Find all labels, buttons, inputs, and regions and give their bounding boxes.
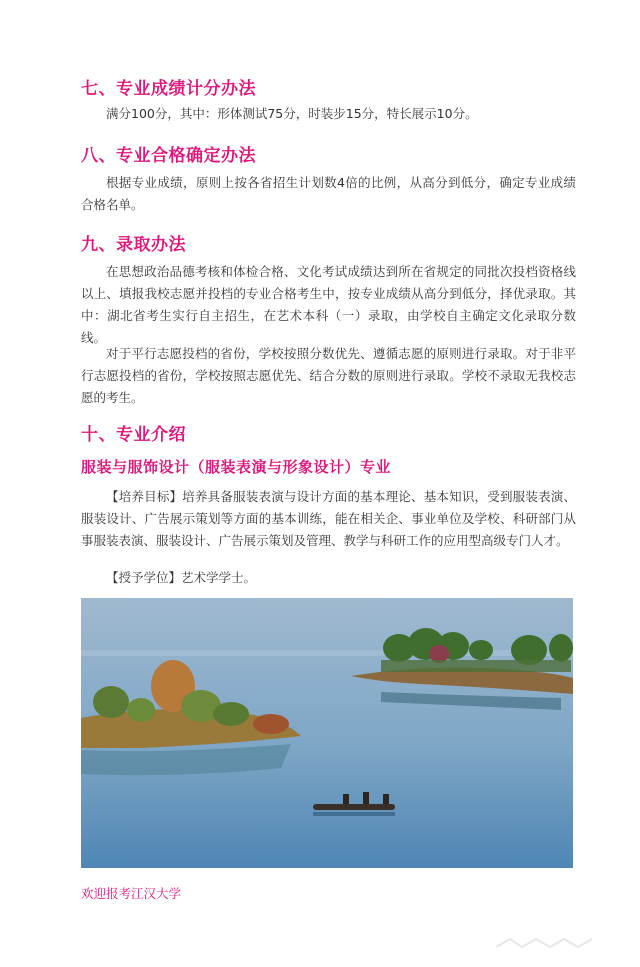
major-title: 服装与服饰设计（服装表演与形象设计）专业 [81, 458, 392, 476]
watermark-mark [492, 933, 602, 953]
section-title-8: 八、专业合格确定办法 [81, 146, 256, 166]
footer-slogan: 欢迎报考江汉大学 [81, 886, 182, 901]
section-body-8: 根据专业成绩，原则上按各省招生计划数4倍的比例，从高分到低分，确定专业成绩合格名单。 [81, 175, 576, 212]
section-title-10: 十、专业介绍 [81, 425, 186, 445]
degree-info: 【授予学位】艺术学学士。 [106, 570, 257, 585]
section-title-7: 七、专业成绩计分办法 [81, 79, 256, 99]
lake-photo [81, 598, 573, 868]
section-body-9-p1: 在思想政治品德考核和体检合格、文化考试成绩达到所在省规定的同批次投档资格线以上、填报我校志愿并投档的专业合格考生中，按专业成绩从高分到低分，择优录取。其中：湖北省考生实行自主招生，在艺术本科（一）录取，由学校自主确定文化录取分数线。 [81, 264, 576, 345]
section-title-9: 九、录取办法 [81, 235, 186, 255]
section-body-9-p2: 对于平行志愿投档的省份，学校按照分数优先、遵循志愿的原则进行录取。对于非平行志愿投档的省份，学校按照志愿优先、结合分数的原则进行录取。学校不录取无我校志愿的考生。 [81, 346, 576, 405]
training-goal: 【培养目标】培养具备服装表演与设计方面的基本理论、基本知识，受到服装表演、服装设计、广告展示策划等方面的基本训练，能在相关企、事业单位及学校、科研部门从事服装表演、服装设计、广告展示策划及管理、教学与科研工作的应用型高级专门人才。 [81, 489, 576, 548]
section-body-7: 满分100分，其中：形体测试75分，时装步15分，特长展示10分。 [106, 106, 478, 121]
